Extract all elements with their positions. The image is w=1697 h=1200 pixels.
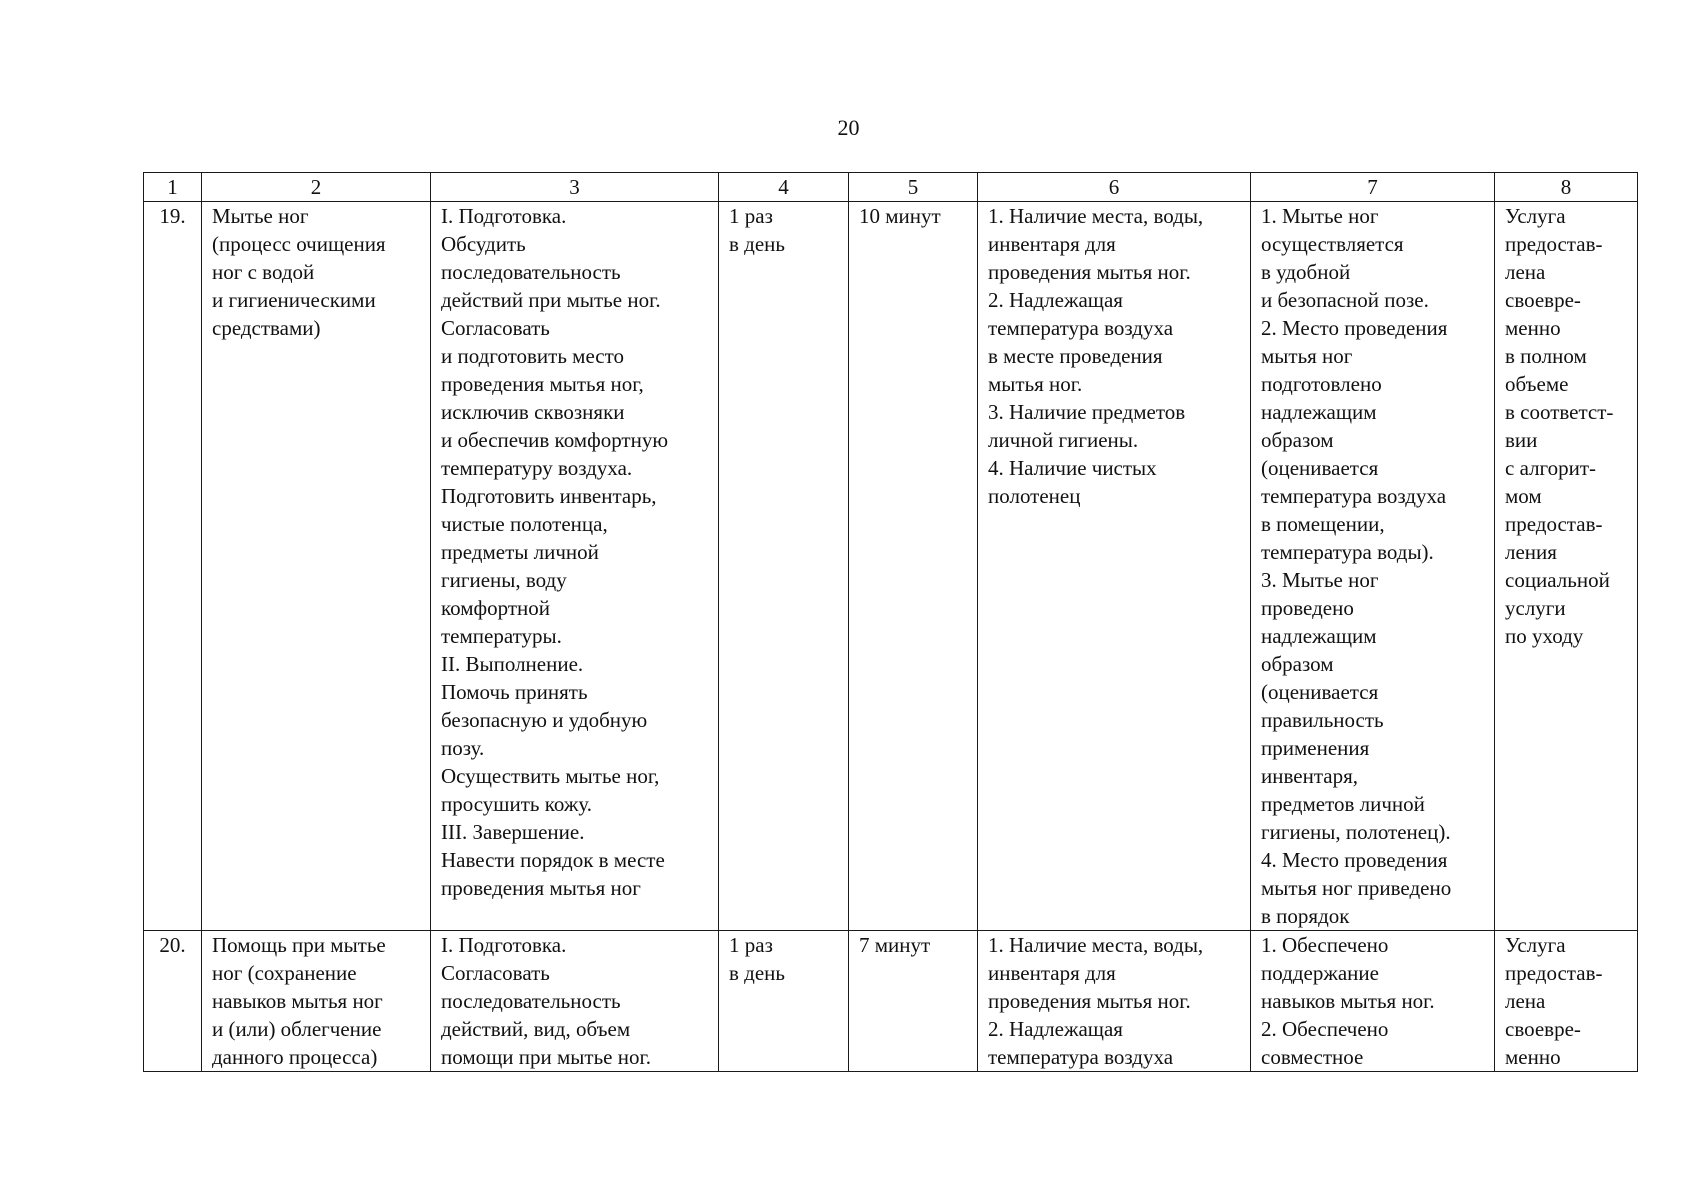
conditions-cell: 1. Наличие места, воды, инвентаря для проведения мытья ног. 2. Надлежащая температура воздуха	[978, 931, 1251, 1072]
duration-cell: 7 минут	[849, 931, 978, 1072]
duration-cell: 10 минут	[849, 202, 978, 931]
row-number-cell: 20.	[144, 931, 202, 1072]
row-number-cell: 19.	[144, 202, 202, 931]
header-cell-1: 1	[144, 173, 202, 202]
service-name-cell: Мытье ног (процесс очищения ног с водой и гигиеническими средствами)	[202, 202, 431, 931]
header-cell-6: 6	[978, 173, 1251, 202]
result-cell: Услуга предостав- лена своевре- менно	[1495, 931, 1638, 1072]
quality-cell: 1. Мытье ног осуществляется в удобной и безопасной позе. 2. Место проведения мытья ног подготовлено надлежащим образом (оценивается температура воздуха в помещении, температура воды). 3. Мытье ног проведено надлежащим образом (оценивается правильность применения инвентаря, предметов личной гигиены, полотенец). 4. Место проведения мытья ног приведено в порядок	[1251, 202, 1495, 931]
procedure-cell: I. Подготовка. Обсудить последовательность действий при мытье ног. Согласовать и подготовить место проведения мытья ног, исключив сквозняки и обеспечив комфортную температуру воздуха. Подготовить инвентарь, чистые полотенца, предметы личной гигиены, воду комфортной температуры. II. Выполнение. Помочь принять безопасную и удобную позу. Осуществить мытье ног, просушить кожу. III. Завершение. Навести порядок в месте проведения мытья ног	[431, 202, 719, 931]
frequency-cell: 1 раз в день	[719, 931, 849, 1072]
header-cell-2: 2	[202, 173, 431, 202]
header-cell-3: 3	[431, 173, 719, 202]
services-table	[143, 172, 1638, 1072]
page-number: 20	[837, 115, 860, 140]
table-row	[144, 202, 1638, 931]
result-cell: Услуга предостав- лена своевре- менно в полном объеме в соответст- вии с алгорит- мом предостав- ления социальной услуги по уходу	[1495, 202, 1638, 931]
quality-cell: 1. Обеспечено поддержание навыков мытья ног. 2. Обеспечено совместное	[1251, 931, 1495, 1072]
header-cell-4: 4	[719, 173, 849, 202]
conditions-cell: 1. Наличие места, воды, инвентаря для проведения мытья ног. 2. Надлежащая температура воздуха в месте проведения мытья ног. 3. Наличие предметов личной гигиены. 4. Наличие чистых полотенец	[978, 202, 1251, 931]
header-cell-7: 7	[1251, 173, 1495, 202]
service-name-cell: Помощь при мытье ног (сохранение навыков мытья ног и (или) облегчение данного процесса)	[202, 931, 431, 1072]
header-cell-8: 8	[1495, 173, 1638, 202]
table-header-row	[144, 173, 1638, 202]
procedure-cell: I. Подготовка. Согласовать последовательность действий, вид, объем помощи при мытье ног.	[431, 931, 719, 1072]
frequency-cell: 1 раз в день	[719, 202, 849, 931]
table-row	[144, 931, 1638, 1072]
header-cell-5: 5	[849, 173, 978, 202]
